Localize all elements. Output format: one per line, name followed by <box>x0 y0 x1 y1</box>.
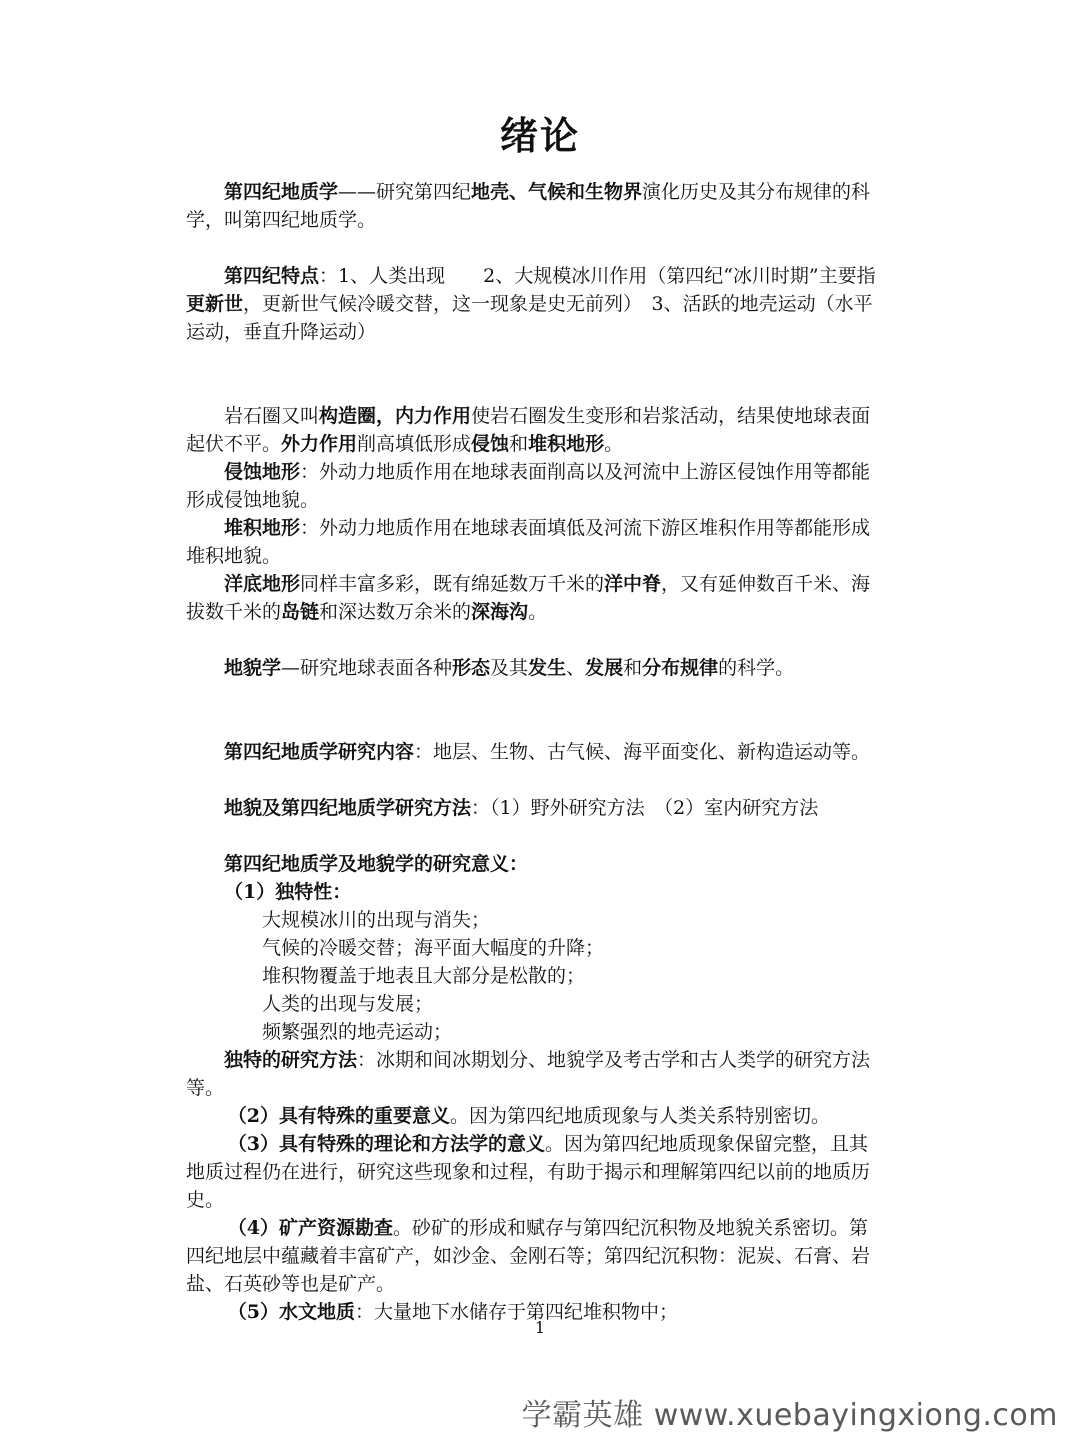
term: 独特的研究方法 <box>224 1049 358 1071</box>
paragraph-content <box>186 738 886 766</box>
text: 、 <box>566 657 586 679</box>
text: 和 <box>509 433 529 455</box>
list-item: 频繁强烈的地壳运动； <box>262 1021 453 1043</box>
list-item: 堆积物覆盖于地表且大部分是松散的； <box>262 965 586 987</box>
text: ：地层、生物、古气候、海平面变化、新构造运动等。 <box>414 741 871 763</box>
term: ， <box>376 405 396 427</box>
text: ：外动力地质作用在地球表面削高以及河流中上游区侵蚀作用等都能形成侵蚀地貌。 <box>186 461 871 511</box>
document-body <box>186 178 886 1326</box>
paragraph-deposition <box>186 514 886 570</box>
term: 洋中脊 <box>604 573 662 595</box>
text: ：大量地下水储存于第四纪堆积物中； <box>355 1301 679 1323</box>
text: 演化历史及其分布规律的科学，叫第四纪地质学。 <box>186 181 871 231</box>
text: 及其 <box>490 657 529 679</box>
paragraph-methods <box>186 794 886 822</box>
term: （5）水文地质 <box>227 1301 356 1323</box>
text: ——研究第四纪 <box>338 181 472 203</box>
text: ：冰期和间冰期划分、地貌学及考古学和古人类学的研究方法等。 <box>186 1049 871 1099</box>
text: —研究地球表面各种 <box>281 657 453 679</box>
term: 深海沟 <box>471 601 529 623</box>
text: 。因为第四纪地质现象与人类关系特别密切。 <box>450 1105 831 1127</box>
term: 第四纪地质学研究内容 <box>224 741 415 763</box>
text: 。 <box>604 433 624 455</box>
term: 第四纪地质学及地貌学的研究意义： <box>224 853 529 875</box>
text: 。 <box>528 601 548 623</box>
text: 使岩石圈发生变形和岩浆活动，结果使地球表面起伏不平。 <box>186 405 871 455</box>
paragraph-uniqueness <box>186 878 886 906</box>
term: 侵蚀地形 <box>224 461 301 483</box>
text: ：1、人类出现 2、大规模冰川作用（第四纪“冰川时期”主要指 <box>319 265 876 287</box>
term: 更新世 <box>186 293 244 315</box>
term: 形态 <box>452 657 491 679</box>
text: 同样丰富多彩，既有绵延数万千米的 <box>300 573 605 595</box>
text: 岩石圈又叫 <box>224 405 320 427</box>
term: （2）具有特殊的重要意义 <box>227 1105 451 1127</box>
text: 。因为第四纪地质现象保留完整，且其地质过程仍在进行，研究这些现象和过程，有助于揭示和理解第四纪以前的地质历史。 <box>186 1133 871 1211</box>
watermark: 学霸英雄 www.xuebayingxiong.com <box>521 1398 1058 1433</box>
paragraph-geomorphology <box>186 654 886 682</box>
term: 分布规律 <box>642 657 719 679</box>
term: 外力作用 <box>281 433 358 455</box>
term: 地貌及第四纪地质学研究方法 <box>224 797 472 819</box>
text: ，更新世气候冷暖交替，这一现象是史无前列） 3、活跃的地壳运动（水平运动，垂直升降运动） <box>186 293 873 343</box>
term: 第四纪地质学 <box>224 181 339 203</box>
paragraph-definition <box>186 178 886 234</box>
term: 堆积地形 <box>224 517 301 539</box>
page-number: 1 <box>534 1318 546 1337</box>
paragraph-features <box>186 262 886 346</box>
text: 。砂矿的形成和赋存与第四纪沉积物及地貌关系密切。第四纪地层中蕴藏着丰富矿产，如沙金、金刚石等；第四纪沉积物：泥炭、石膏、岩盐、石英砂等也是矿产。 <box>186 1217 871 1295</box>
text: ，又有延伸数百千米、海拔数千米的 <box>186 573 871 623</box>
paragraph-ocean-floor <box>186 570 886 626</box>
term: 岛链 <box>281 601 320 623</box>
list-item: 大规模冰川的出现与消失； <box>262 909 491 931</box>
text: 的科学。 <box>718 657 795 679</box>
term: 发展 <box>585 657 624 679</box>
paragraph-lithosphere <box>186 402 886 458</box>
list-item: 人类的出现与发展； <box>262 993 434 1015</box>
term: （4）矿产资源勘查 <box>227 1217 394 1239</box>
paragraph-importance <box>186 1102 886 1130</box>
term: 地壳、气候和生物界 <box>471 181 643 203</box>
term: （3）具有特殊的理论和方法学的意义 <box>227 1133 546 1155</box>
term: 发生 <box>528 657 567 679</box>
text: 和 <box>623 657 643 679</box>
term: 洋底地形 <box>224 573 301 595</box>
term: 地貌学 <box>224 657 282 679</box>
term: （1）独特性： <box>224 881 352 903</box>
term: 第四纪特点 <box>224 265 320 287</box>
text: 削高填低形成 <box>357 433 472 455</box>
text: ：（1）野外研究方法 （2）室内研究方法 <box>471 797 819 819</box>
paragraph-significance-heading <box>186 850 886 878</box>
paragraph-theory <box>186 1130 886 1214</box>
page-title: 绪论 <box>499 113 580 158</box>
text: ：外动力地质作用在地球表面填低及河流下游区堆积作用等都能形成堆积地貌。 <box>186 517 871 567</box>
list-item: 气候的冷暖交替；海平面大幅度的升降； <box>262 937 605 959</box>
term: 构造圈 <box>319 405 377 427</box>
paragraph-unique-methods <box>186 1046 886 1102</box>
term: 堆积地形 <box>528 433 605 455</box>
text: 和深达数万余米的 <box>319 601 472 623</box>
paragraph-minerals <box>186 1214 886 1298</box>
term: 内力作用 <box>395 405 472 427</box>
term: 侵蚀 <box>471 433 510 455</box>
paragraph-erosion <box>186 458 886 514</box>
